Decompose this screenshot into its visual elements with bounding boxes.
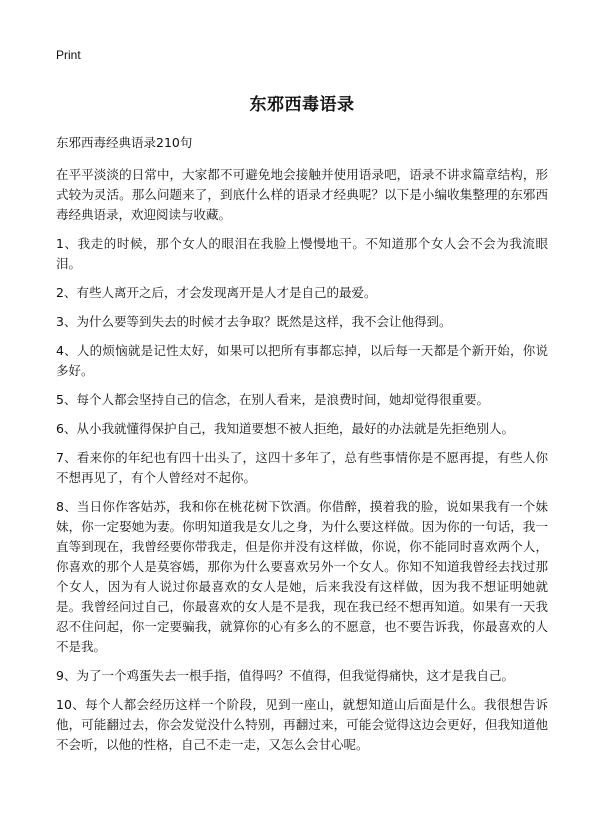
print-link[interactable]: Print bbox=[56, 48, 81, 62]
quote-item: 6、从小我就懂得保护自己，我知道要想不被人拒绝，最好的办法就是先拒绝别人。 bbox=[56, 421, 514, 436]
quote-item: 2、有些人离开之后，才会发现离开是人才是自己的最爱。 bbox=[56, 285, 377, 300]
quote-item: 9、为了一个鸡蛋失去一根手指，值得吗？不值得，但我觉得痛快，这才是我自己。 bbox=[56, 668, 514, 683]
quote-item: 5、每个人都会坚持自己的信念，在别人看来，是浪费时间，她却觉得很重要。 bbox=[56, 392, 489, 407]
quote-item: 4、人的烦恼就是记性太好，如果可以把所有事都忘掉，以后每一天都是个新开始，你说多好。 bbox=[56, 343, 548, 378]
intro-paragraph: 在平平淡淡的日常中，大家都不可避免地会接触并使用语录吧，语录不讲求篇章结构，形式较为灵活。那么问题来了，到底什么样的语录才经典呢？以下是小编收集整理的东邪西毒经典语录，欢迎阅读与收藏。 bbox=[56, 167, 548, 222]
quote-item: 7、看来你的年纪也有四十出头了，这四十多年了，总有些事情你是不愿再提，有些人你不想再见了，有个人曾经对不起你。 bbox=[56, 450, 548, 485]
quote-item: 10、每个人都会经历这样一个阶段，见到一座山，就想知道山后面是什么。我很想告诉他，可能翻过去，你会发觉没什么特别，再翻过来，可能会觉得这边会更好，但我知道他不会听，以他的性格，自己不走一走，又怎么会甘心呢。 bbox=[56, 697, 548, 752]
quote-item: 3、为什么要等到失去的时候才去争取？既然是这样，我不会让他得到。 bbox=[56, 314, 452, 329]
page-title: 东邪西毒语录 bbox=[249, 95, 355, 115]
subtitle: 东邪西毒经典语录210句 bbox=[56, 135, 193, 150]
quote-item: 1、我走的时候，那个女人的眼泪在我脸上慢慢地干。不知道那个女人会不会为我流眼泪。 bbox=[56, 236, 548, 271]
quote-item: 8、当日你作客姑苏，我和你在桃花树下饮酒。你借醉，摸着我的脸，说如果我有一个妹妹，你一定娶她为妻。你明知道我是女儿之身，为什么要这样做。因为你的一句话，我一直等到现在，我曾经要你带我走，但是你并没有这样做，你说，你不能同时喜欢两个人，你喜欢的那个人是莫容嫣，那你为什么要喜欢另外一个女人。你知不知道我曾经去找过那个女人，因为有人说过你最喜欢的女人是她，后来我没有这样做，因为我不想证明她就是。我曾经问过自己，你最喜欢的女人是不是我，现在我已经不想再知道。如果有一天我忍不住问起，你一定要骗我，就算你的心有多么的不愿意，也不要告诉我，你最喜欢的人不是我。 bbox=[56, 499, 548, 654]
